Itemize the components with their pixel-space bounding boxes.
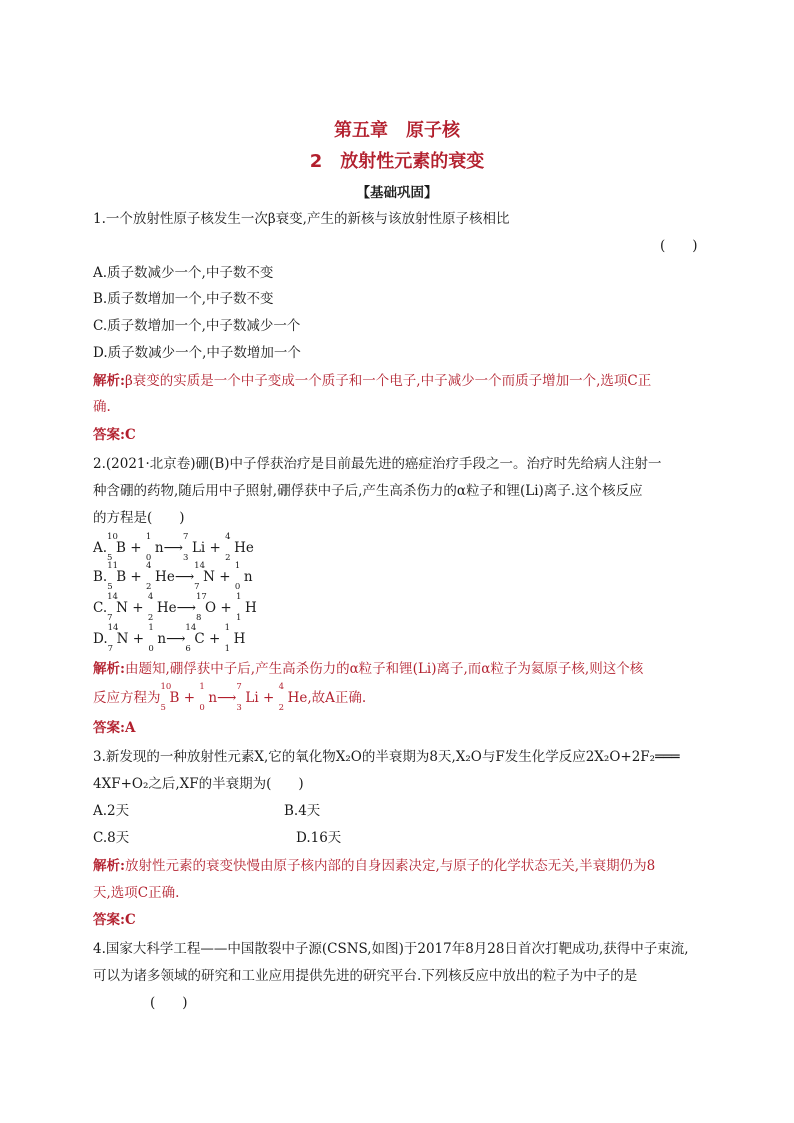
q4-stem-line1: 4.国家大科学工程——中国散裂中子源(CSNS,如图)于2017年8月28日首次打靶成功,获得中子束流, [93, 941, 689, 957]
q2-stem-line3: 的方程是( ) [93, 510, 185, 526]
atomic-number: 5 [107, 553, 113, 563]
atomic-number: 3 [182, 553, 189, 563]
atomic-number: 5 [107, 582, 113, 592]
element-symbol: O [204, 600, 217, 616]
atomic-number: 8 [195, 613, 202, 623]
element-symbol: He [234, 540, 254, 556]
q2-option-a [93, 532, 254, 563]
mass-number: 4 [225, 532, 231, 542]
nuclide [107, 532, 126, 563]
q3-analysis [93, 857, 655, 875]
atomic-number: 0 [145, 553, 152, 563]
q4-blank: ( ) [150, 995, 188, 1011]
atomic-number: 0 [234, 582, 241, 592]
reaction-arrow: ⟶ [217, 690, 237, 706]
nuclide [195, 592, 217, 623]
element-symbol: N [116, 600, 128, 616]
mass-number: 1 [224, 623, 231, 633]
analysis-label: 解析: [93, 661, 125, 677]
q1-option-a: A.质子数减少一个,中子数不变 [93, 265, 274, 281]
atomic-number: 0 [148, 644, 154, 654]
mass-number: 14 [194, 561, 205, 571]
nuclide [107, 561, 127, 592]
plus-sign: + [125, 540, 146, 556]
element-symbol: H [233, 631, 246, 647]
element-symbol: He [155, 569, 175, 585]
atomic-number: 2 [147, 613, 154, 623]
nuclide [236, 682, 259, 713]
mass-number: 4 [147, 592, 154, 602]
analysis-text-post: ,故A正确. [307, 690, 367, 706]
reaction-arrow: ⟶ [166, 631, 186, 647]
q3-stem-line2: 4XF+O₂之后,XF的半衰期为( ) [93, 776, 304, 792]
q2-analysis [93, 660, 643, 678]
atomic-number: 0 [199, 703, 205, 713]
analysis-text: β衰变的实质是一个中子变成一个质子和一个电子,中子减少一个而质子增加一个,选项C正 [124, 373, 652, 389]
plus-sign: + [126, 569, 147, 585]
mass-number: 4 [146, 561, 152, 571]
mass-number: 1 [199, 682, 205, 692]
q1-analysis-cont: 确. [93, 399, 111, 415]
q4-stem-line2: 可以为诸多领域的研究和工业应用提供先进的研究平台.下列核反应中放出的粒子为中子的是 [93, 968, 638, 984]
q3-analysis-cont: 天,选项C正确. [93, 885, 180, 901]
q3-option-b: B.4天 [284, 803, 321, 819]
analysis-text: 由题知,硼俘获中子后,产生高杀伤力的α粒子和锂(Li)离子,而α粒子为氦原子核,则这个核 [124, 661, 644, 677]
analysis-text-pre: 反应方程为 [93, 690, 161, 706]
element-symbol: N [203, 569, 215, 585]
q2-option-d [93, 623, 246, 654]
nuclide [235, 592, 257, 623]
q1-option-c: C.质子数增加一个,中子数减少一个 [93, 318, 301, 334]
q2-stem-line1: 2.(2021·北京卷)硼(B)中子俘获治疗是目前最先进的癌症治疗手段之一。治疗时先给病人注射一 [93, 456, 662, 472]
mass-number: 17 [195, 592, 207, 602]
mass-number: 7 [182, 532, 189, 542]
reaction-arrow: ⟶ [163, 540, 183, 556]
q2-answer: 答案:A [93, 720, 136, 736]
nuclide [199, 682, 218, 713]
element-symbol: n [243, 569, 253, 585]
nuclide [160, 682, 180, 713]
element-symbol: He [287, 690, 308, 706]
atomic-number: 7 [194, 582, 200, 592]
mass-number: 11 [107, 561, 119, 571]
nuclide [146, 561, 175, 592]
analysis-label: 解析: [93, 858, 125, 874]
plus-sign: + [179, 690, 200, 706]
element-symbol: B [116, 540, 126, 556]
nuclide [225, 532, 254, 563]
analysis-equation [160, 682, 308, 713]
mass-number: 14 [107, 592, 118, 602]
q3-stem-line1: 3.新发现的一种放射性元素X,它的氧化物X₂O的半衰期为8天,X₂O与F发生化学反应2X₂O+2F₂═══ [93, 749, 680, 765]
section-label: 【基础巩固】 [356, 185, 438, 201]
q3-option-c: C.8天 [93, 830, 130, 846]
nuclide [194, 561, 215, 592]
mass-number: 10 [107, 532, 118, 542]
element-symbol: Li [245, 690, 259, 706]
plus-sign: + [216, 600, 236, 616]
nuclide [145, 532, 164, 563]
nuclide [278, 682, 308, 713]
q3-option-d: D.16天 [296, 830, 342, 846]
mass-number: 1 [234, 561, 241, 571]
plus-sign: + [127, 600, 148, 616]
plus-sign: + [258, 690, 279, 706]
element-symbol: H [244, 600, 257, 616]
option-label: C. [93, 600, 108, 616]
mass-number: 14 [107, 623, 119, 633]
plus-sign: + [128, 631, 149, 647]
element-symbol: N [116, 631, 129, 647]
atomic-number: 5 [160, 703, 166, 713]
atomic-number: 2 [278, 703, 285, 713]
q1-option-d: D.质子数减少一个,中子数增加一个 [93, 345, 301, 361]
q2-option-b [93, 561, 253, 592]
atomic-number: 6 [185, 644, 191, 654]
element-symbol: He [156, 600, 177, 616]
q1-option-b: B.质子数增加一个,中子数不变 [93, 291, 274, 307]
element-symbol: C [194, 631, 205, 647]
mass-number: 10 [160, 682, 172, 692]
analysis-text: 放射性元素的衰变快慢由原子核内部的自身因素决定,与原子的化学状态无关,半衰期仍为8 [124, 858, 656, 874]
atomic-number: 3 [236, 703, 242, 713]
nuclide [234, 561, 253, 592]
q2-option-c [93, 592, 257, 623]
nuclide [224, 623, 246, 654]
mass-number: 1 [235, 592, 242, 602]
section-title: 2 放射性元素的衰变 [309, 151, 485, 172]
nuclide [147, 592, 177, 623]
mass-number: 1 [148, 623, 154, 633]
q1-blank: ( ) [660, 238, 698, 254]
q1-answer: 答案:C [93, 427, 136, 443]
mass-number: 4 [278, 682, 285, 692]
mass-number: 1 [145, 532, 152, 542]
nuclide [107, 623, 129, 654]
q2-analysis-cont [93, 682, 367, 713]
q3-answer: 答案:C [93, 912, 136, 928]
analysis-label: 解析: [93, 373, 125, 389]
element-symbol: B [169, 690, 180, 706]
element-symbol: n [208, 690, 218, 706]
nuclide [185, 623, 205, 654]
element-symbol: Li [191, 540, 206, 556]
mass-number: 7 [236, 682, 242, 692]
atomic-number: 7 [107, 644, 114, 654]
q2-stem-line2: 种含硼的药物,随后用中子照射,硼俘获中子后,产生高杀伤力的α粒子和锂(Li)离子.这个核反应 [93, 483, 643, 499]
q3-option-a: A.2天 [93, 803, 130, 819]
element-symbol: B [116, 569, 127, 585]
element-symbol: n [154, 540, 164, 556]
atomic-number: 2 [146, 582, 152, 592]
option-label: B. [93, 569, 108, 585]
q1-stem: 1.一个放射性原子核发生一次β衰变,产生的新核与该放射性原子核相比 [93, 211, 510, 227]
atomic-number: 1 [235, 613, 242, 623]
plus-sign: + [205, 540, 226, 556]
nuclide [107, 592, 128, 623]
reaction-arrow: ⟶ [176, 600, 196, 616]
atomic-number: 7 [107, 613, 113, 623]
atomic-number: 1 [224, 644, 231, 654]
q1-analysis [93, 372, 651, 390]
mass-number: 14 [185, 623, 197, 633]
option-label: D. [93, 631, 108, 647]
nuclide [148, 623, 167, 654]
atomic-number: 2 [225, 553, 231, 563]
option-label: A. [93, 540, 108, 556]
reaction-arrow: ⟶ [174, 569, 195, 585]
plus-sign: + [204, 631, 225, 647]
element-symbol: n [157, 631, 167, 647]
plus-sign: + [214, 569, 235, 585]
nuclide [182, 532, 206, 563]
chapter-title: 第五章 原子核 [334, 120, 460, 141]
